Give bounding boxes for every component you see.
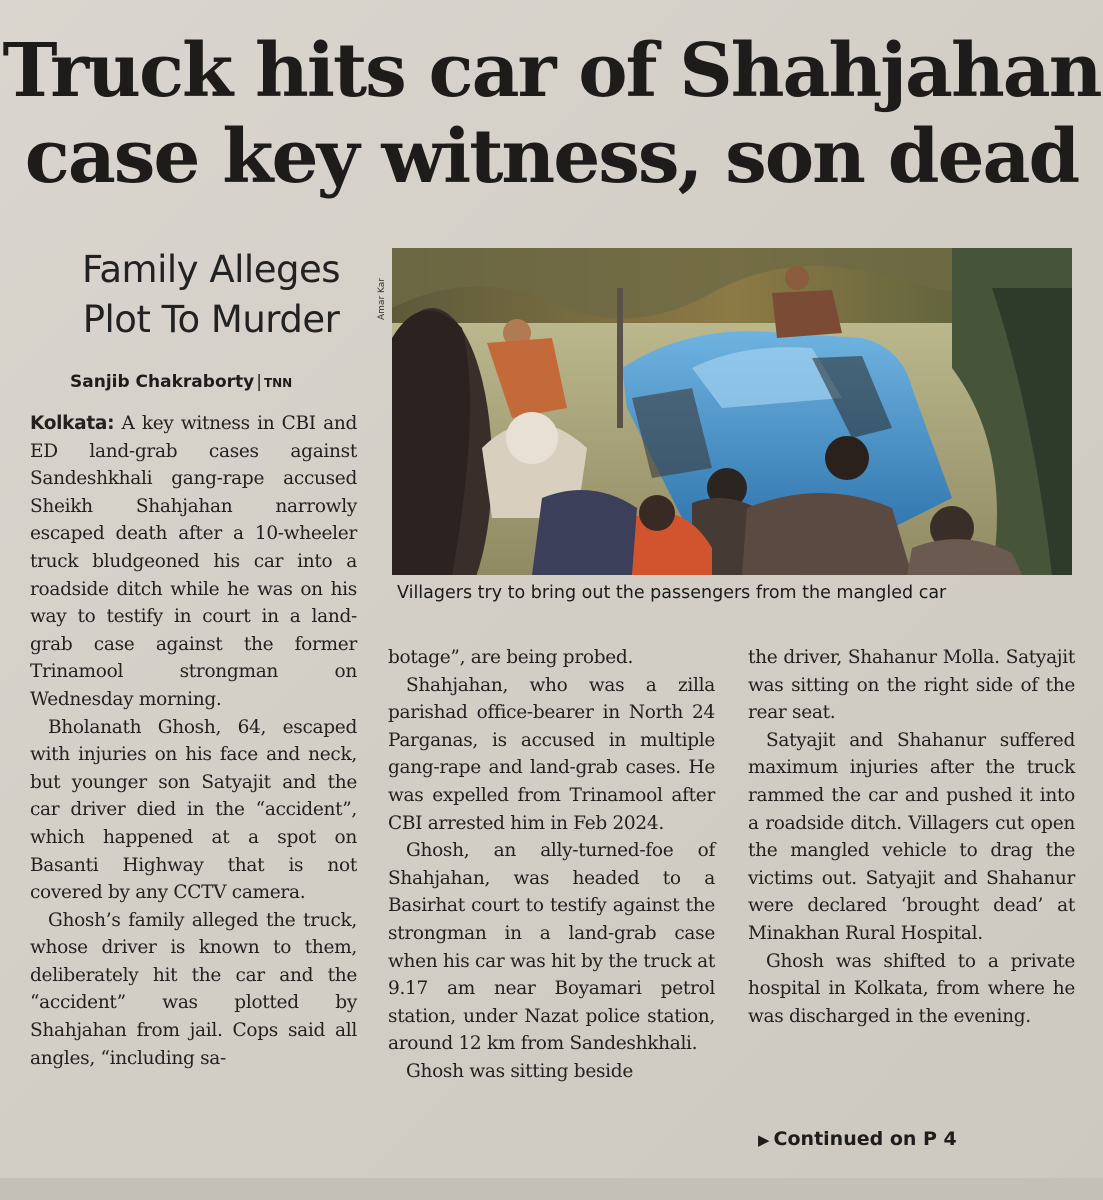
paragraph: Satyajit and Shahanur suffered maximum injuries after the truck rammed the car and pushed it into a roadside ditch. Villagers cut open the mangled vehicle to drag the victims out. Satyajit and Shahanur were declared ‘brought dead’ at Minakhan Rural Hospital. <box>748 729 1075 944</box>
photo-caption: Villagers try to bring out the passengers from the mangled car <box>397 583 947 603</box>
paragraph: Ghosh’s family alleged the truck, whose driver is known to them, deliberately hit the car and the “accident” was plotted by Shahjahan from jail. Cops said all angles, “including sa- <box>30 909 357 1069</box>
byline-separator: | <box>256 372 262 392</box>
article-column-3 <box>748 644 1075 1030</box>
continued-marker <box>758 1128 957 1150</box>
paragraph: botage”, are being probed. <box>388 647 634 668</box>
subheadline-line-1: Family Alleges <box>82 248 340 291</box>
paragraph-text: A key witness in CBI and ED land-grab cases against Sandeshkhali gang-rape accused Sheikh Shahjahan narrowly escaped death after a 10-wheeler truck bludgeoned his car into a roadside ditch while he was on his way to testify in court in a land-grab case against the former Trinamool strongman on Wednesday morning. <box>30 413 357 710</box>
photo-illustration <box>392 248 1072 575</box>
paragraph: Ghosh was sitting beside <box>406 1060 633 1082</box>
article-column-1 <box>30 410 357 1072</box>
byline-agency: TNN <box>263 376 293 390</box>
news-photo <box>392 248 1072 575</box>
paragraph: Bholanath Ghosh, 64, escaped with injuries on his face and neck, but younger son Satyajit and the car driver died in the “accident”, which happened at a spot on Basanti Highway that is not covered by any CCTV camera. <box>30 716 357 904</box>
photo-credit: Amar Kar <box>377 278 387 320</box>
paragraph <box>30 410 357 714</box>
article-column-2 <box>388 644 715 1086</box>
subheadline-line-2: Plot To Murder <box>82 298 340 341</box>
headline-line-1: Truck hits car of Shahjahan <box>2 28 1101 114</box>
headline-line-2: case key witness, son dead <box>24 114 1079 200</box>
paragraph: Shahjahan, who was a zilla parishad office-bearer in North 24 Parganas, is accused in multiple gang-rape and land-grab cases. He was expelled from Trinamool after CBI arrested him in Feb 2024. <box>388 674 715 834</box>
byline-author: Sanjib Chakraborty <box>70 372 255 392</box>
clipping-bottom-edge <box>0 1178 1103 1200</box>
paragraph: Ghosh was shifted to a private hospital in Kolkata, from where he was discharged in the evening. <box>748 950 1075 1027</box>
triangle-right-icon: ▶ <box>758 1131 770 1149</box>
paragraph: Ghosh, an ally-turned-foe of Shahjahan, was headed to a Basirhat court to testify against the strongman in a land-grab case when his car was hit by the truck at 9.17 am near Boyamari petrol station, under Nazat police station, around 12 km from Sandeshkhali. <box>388 840 715 1055</box>
dateline: Kolkata: <box>30 413 115 434</box>
continued-label: Continued on P 4 <box>773 1128 957 1150</box>
subheadline <box>46 245 376 345</box>
byline <box>70 372 370 392</box>
paragraph: the driver, Shahanur Molla. Satyajit was sitting on the right side of the rear seat. <box>748 647 1075 724</box>
headline <box>0 28 1103 200</box>
